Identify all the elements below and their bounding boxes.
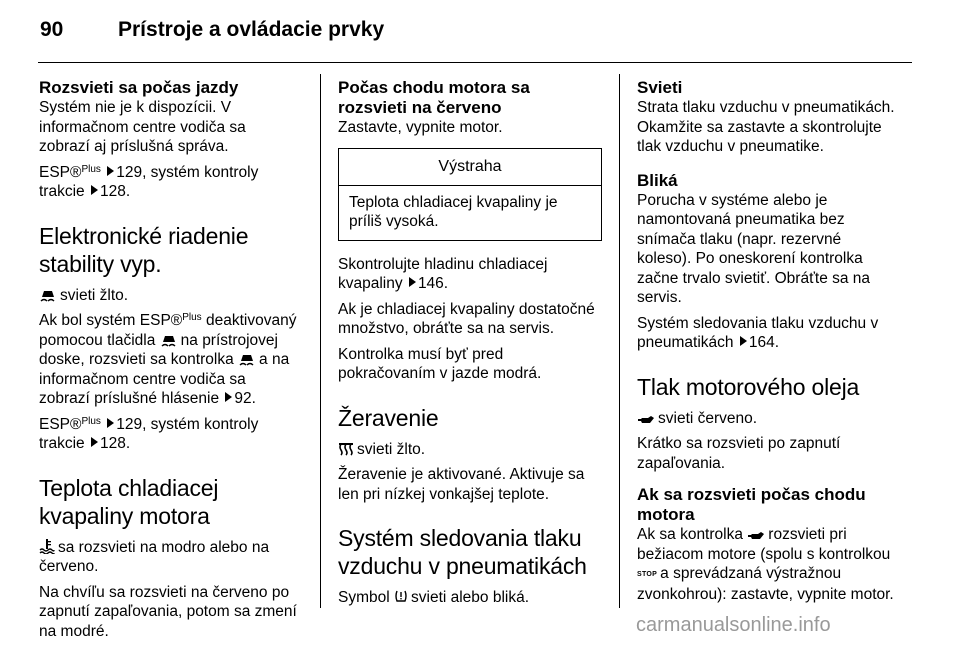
- section-heading: Bliká: [637, 170, 678, 190]
- paragraph: Ak je chladiacej kvapaliny dostatočné množstvo, obráťte sa na servis.: [338, 300, 595, 337]
- section-heading: Tlak motorového oleja: [637, 373, 860, 400]
- warning-body: Teplota chladiacej kvapaliny je príliš vysoká.: [349, 193, 558, 230]
- warning-title: Výstraha: [339, 149, 601, 186]
- coolant-temperature-icon: [39, 538, 55, 554]
- page-header: [38, 18, 918, 60]
- esp-off-icon: [238, 352, 256, 366]
- paragraph: ESP®$^{Plus}$ 129, systém kontroly trakcie 128.: [39, 415, 259, 452]
- oil-pressure-icon: [747, 531, 765, 541]
- page-reference-icon: [740, 336, 747, 346]
- column-divider: [320, 74, 321, 608]
- paragraph: Krátko sa rozsvieti po zapnutí zapaľovania.: [637, 435, 841, 472]
- paragraph: Skontrolujte hladinu chladiacej kvapaliny 146.: [338, 255, 548, 292]
- page-title: Prístroje a ovládacie prvky: [118, 18, 385, 41]
- section-heading: Žeravenie: [338, 404, 439, 431]
- paragraph: Symbol svieti alebo bliká.: [338, 589, 530, 606]
- column-1: [39, 78, 314, 647]
- tire-pressure-icon: [394, 589, 408, 604]
- section-heading: Teplota chladiacej kvapaliny motora: [39, 474, 219, 529]
- status-line: svieti červeno.: [637, 409, 917, 429]
- section-heading: Počas chodu motora sa rozsvieti na červeno: [338, 78, 530, 117]
- paragraph: Zastavte, vypnite motor.: [338, 119, 503, 136]
- page-reference-icon: [91, 185, 98, 195]
- column-3: [637, 78, 917, 610]
- page-reference-icon: [225, 392, 232, 402]
- paragraph: Strata tlaku vzduchu v pneumatikách. Okamžite sa zastavte a skontrolujte tlak vzduchu v pneumatike.: [637, 99, 895, 155]
- page-reference-icon: [107, 166, 114, 176]
- warning-box: [338, 148, 602, 241]
- esp-off-icon: [39, 288, 57, 302]
- esp-off-icon: [160, 333, 178, 347]
- header-rule: [38, 62, 912, 63]
- column-divider: [619, 74, 620, 608]
- glow-plug-icon: [338, 442, 354, 456]
- paragraph: Systém nie je k dispozícii. V informačnom centre vodiča sa zobrazí aj príslušná správa.: [39, 99, 246, 155]
- page-reference-icon: [409, 277, 416, 287]
- status-line: svieti žlto.: [39, 286, 314, 306]
- section-heading: Ak sa rozsvieti počas chodu motora: [637, 485, 866, 524]
- paragraph: Ak bol systém ESP®$^{Plus}$ deaktivovaný pomocou tlačidla na prístrojovej doske, rozsvieti sa kontrolka a na informačnom centre vodiča sa zobrazí príslušné hlásenie 92.: [39, 312, 297, 407]
- paragraph: Systém sledovania tlaku vzduchu v pneumatikách 164.: [637, 314, 879, 351]
- paragraph: Žeravenie je aktivované. Aktivuje sa len pri nízkej vonkajšej teplote.: [338, 466, 585, 503]
- paragraph: Kontrolka musí byť pred pokračovaním v jazde modrá.: [338, 345, 542, 382]
- status-line: svieti žlto.: [338, 440, 608, 460]
- section-heading: Svieti: [637, 78, 683, 97]
- page-reference-icon: [91, 437, 98, 447]
- status-line: sa rozsvieti na modro alebo na červeno.: [39, 538, 270, 575]
- section-heading: Elektronické riadenie stability vyp.: [39, 222, 249, 277]
- oil-pressure-icon: [637, 415, 655, 425]
- paragraph: ESP®$^{Plus}$ 129, systém kontroly trakcie 128.: [39, 163, 259, 200]
- paragraph: Porucha v systéme alebo je namontovaná pneumatika bez snímača tlaku (napr. rezervné koleso). Po oneskorení kontrolka začne trvalo svietiť. Obráťte sa na servis.: [637, 191, 871, 306]
- paragraph: Ak sa kontrolka rozsvieti pri bežiacom motore (spolu s kontrolkou STOP a sprevádzaná výstražnou zvonkohrou): zastavte, vypnite motor.: [637, 526, 894, 603]
- page-reference-icon: [107, 418, 114, 428]
- paragraph: Na chvíľu sa rozsvieti na červeno po zapnutí zapaľovania, potom sa zmení na modré.: [39, 583, 297, 640]
- stop-icon: STOP: [637, 571, 658, 578]
- watermark: carmanualsonline.info: [636, 614, 831, 636]
- column-2: [338, 78, 608, 614]
- page-number: 90: [40, 18, 64, 41]
- section-heading: Systém sledovania tlaku vzduchu v pneumatikách: [338, 525, 587, 579]
- section-heading: Rozsvieti sa počas jazdy: [39, 78, 239, 97]
